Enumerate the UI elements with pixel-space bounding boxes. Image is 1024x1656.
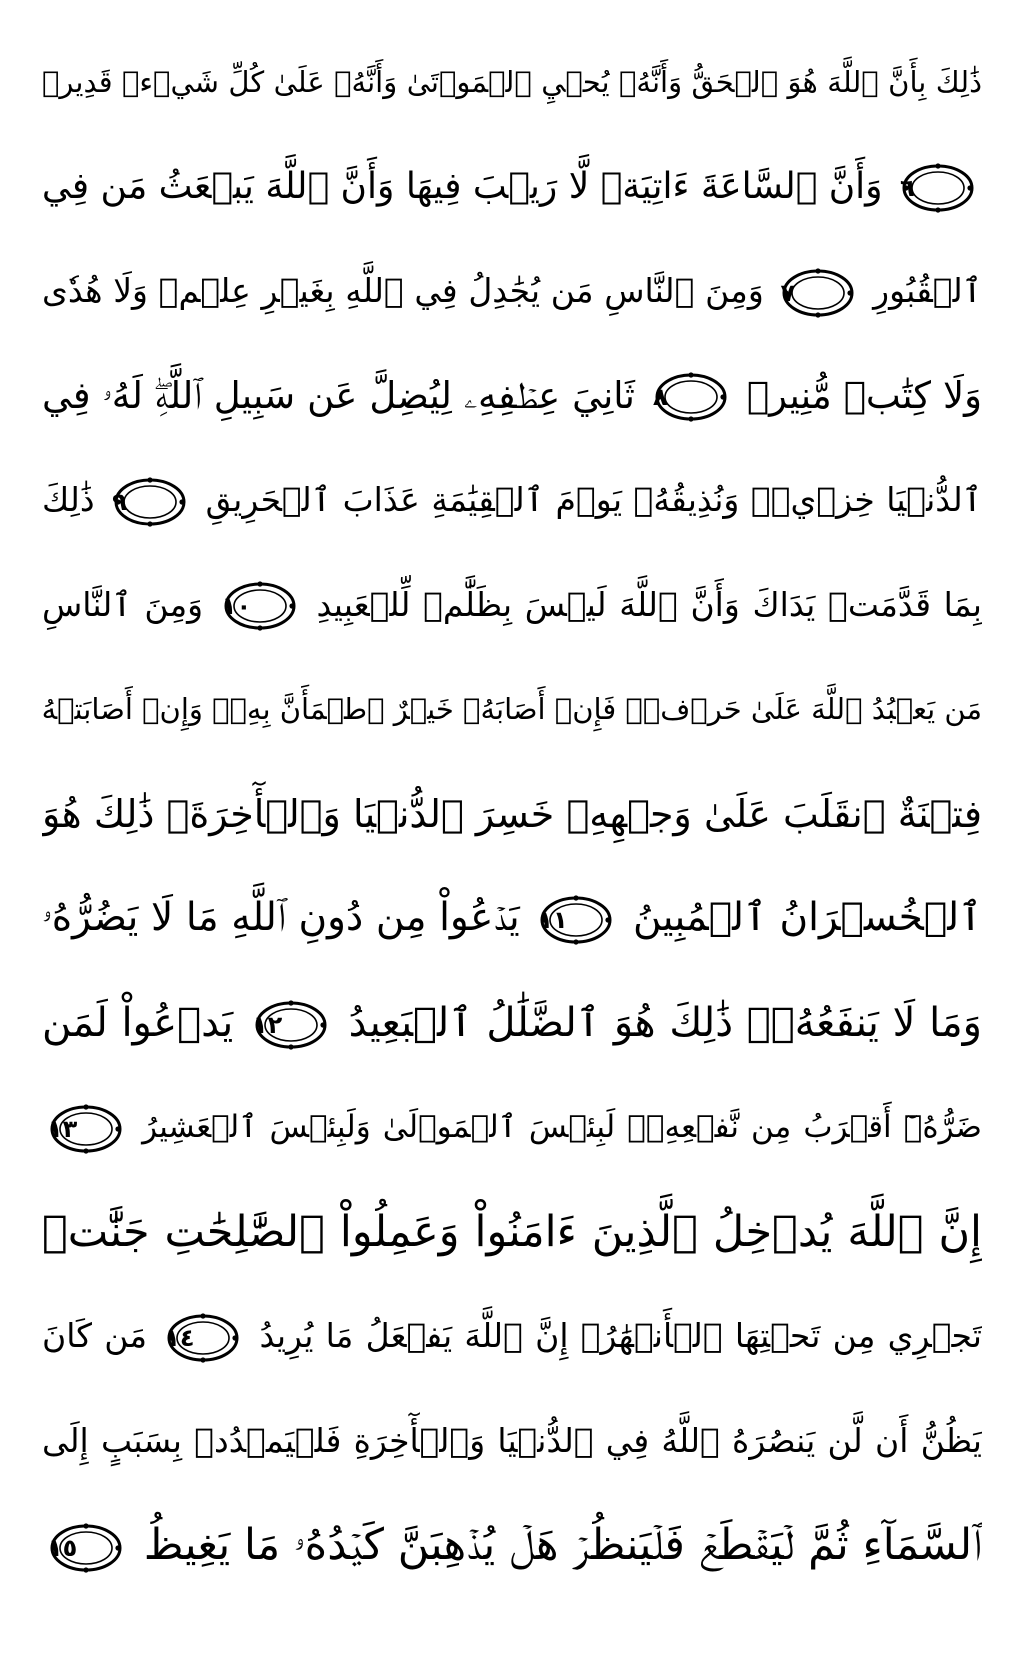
verse-line [42, 868, 982, 968]
verse-number-marker [538, 894, 614, 946]
verse-text: ذَٰلِكَ بِأَنَّ ٱللَّهَ هُوَ ٱلۡحَقُّ وَأَنَّهُۥ يُحۡيِ ٱلۡمَوۡتَىٰ وَأَنَّهُۥ عَلَىٰ كُلِّ شَيۡءٖ قَدِيرٞ [42, 65, 982, 99]
verse-text: يَدۡعُواْ لَمَن [42, 999, 234, 1046]
verse-text: ٱلسَّمَآءِ ثُمَّ لۡيَقۡطَعۡ فَلۡيَنظُرۡ هَلۡ يُذۡهِبَنَّ كَيۡدُهُۥ مَا يَغِيظُ [143, 1520, 982, 1570]
verse-number-marker [900, 162, 976, 214]
verse-text: ٱلۡقُبُورِ [873, 271, 982, 310]
verse-number: ١٢ [252, 1010, 283, 1039]
verse-number: ١٤ [165, 1323, 195, 1352]
verse-text: ضَرُّهُۥٓ أَقۡرَبُ مِن نَّفۡعِهِۦۚ لَبِئۡسَ ٱلۡمَوۡلَىٰ وَلَبِئۡسَ ٱلۡعَشِيرُ [142, 1109, 982, 1145]
verse-text: ذَٰلِكَ [42, 480, 95, 519]
verse-number-marker [48, 1103, 124, 1155]
verse-line [42, 1182, 982, 1282]
verse-number-marker [253, 999, 329, 1051]
verse-line [42, 1286, 982, 1386]
verse-text: يَظُنُّ أَن لَّن يَنصُرَهُ ٱللَّهُ فِي ٱلدُّنۡيَا وَٱلۡأٓخِرَةِ فَلۡيَمۡدُدۡ بِسَبَبٍ إِلَى [42, 1420, 982, 1460]
verse-line [42, 1495, 982, 1595]
verse-text: فِتۡنَةٌ ٱنقَلَبَ عَلَىٰ وَجۡهِهِۦ خَسِرَ ٱلدُّنۡيَا وَٱلۡأٓخِرَةَۚ ذَٰلِكَ هُوَ [42, 791, 982, 836]
verse-text: وَمِنَ ٱلنَّاسِ مَن يُجَٰدِلُ فِي ٱللَّهِ بِغَيۡرِ عِلۡمٖ وَلَا هُدٗى [42, 271, 764, 310]
verse-text: وَأَنَّ ٱلسَّاعَةَ ءَاتِيَةٞ لَّا رَيۡبَ فِيهَا وَأَنَّ ٱللَّهَ يَبۡعَثُ مَن فِي [42, 165, 883, 207]
verse-number: ٧ [780, 278, 796, 307]
verse-line [42, 346, 982, 446]
verse-line [42, 1077, 982, 1177]
verse-number: ٩ [112, 487, 127, 516]
verse-number: ١٣ [48, 1114, 78, 1143]
verse-line [42, 241, 982, 341]
verse-number-marker [48, 1522, 124, 1574]
verse-number-marker [780, 267, 856, 319]
verse-number: ٨ [652, 383, 668, 411]
verse-number-marker [165, 1312, 241, 1364]
verse-text: ٱلدُّنۡيَا خِزۡيٞۖ وَنُذِيقُهُۥ يَوۡمَ ٱلۡقِيَٰمَةِ عَذَابَ ٱلۡحَرِيقِ [205, 480, 982, 519]
verse-text: مَن يَعۡبُدُ ٱللَّهَ عَلَىٰ حَرۡفٖۖ فَإِنۡ أَصَابَهُۥ خَيۡرٌ ٱطۡمَأَنَّ بِهِۦۖ وَإِنۡ أَصَابَتۡهُ [42, 692, 982, 726]
verse-number-marker [112, 476, 188, 528]
verse-number-marker [222, 580, 298, 632]
verse-number: ١١ [538, 905, 568, 934]
verse-text: تَجۡرِي مِن تَحۡتِهَا ٱلۡأَنۡهَٰرُۚ إِنَّ ٱللَّهَ يَفۡعَلُ مَا يُرِيدُ [259, 1316, 982, 1355]
verse-text: وَمَا لَا يَنفَعُهُۥۚ ذَٰلِكَ هُوَ ٱلضَّلَٰلُ ٱلۡبَعِيدُ [348, 999, 982, 1046]
verse-number-marker [653, 371, 729, 423]
verse-line [42, 32, 982, 132]
verse-line [42, 973, 982, 1073]
verse-line [42, 137, 982, 237]
verse-text: ٱلۡخُسۡرَانُ ٱلۡمُبِينُ [632, 895, 982, 940]
verse-line [42, 659, 982, 759]
verse-line [42, 450, 982, 550]
verse-number: ١٥ [48, 1533, 78, 1562]
verse-text: بِمَا قَدَّمَتۡ يَدَاكَ وَأَنَّ ٱللَّهَ لَيۡسَ بِظَلَّٰمٖ لِّلۡعَبِيدِ [316, 584, 982, 624]
verse-line [42, 1391, 982, 1491]
verse-number: ٦ [900, 173, 915, 202]
verse-text: مَن كَانَ [42, 1316, 148, 1355]
verse-text: إِنَّ ٱللَّهَ يُدۡخِلُ ٱلَّذِينَ ءَامَنُواْ وَعَمِلُواْ ٱلصَّٰلِحَٰتِ جَنَّٰتٖ [42, 1206, 982, 1257]
verse-line [42, 555, 982, 655]
verse-text: ثَانِيَ عِطۡفِهِۦ لِيُضِلَّ عَن سَبِيلِ ٱللَّهِۖ لَهُۥ فِي [42, 373, 635, 417]
verse-line [42, 764, 982, 864]
verse-number: ١٠ [221, 592, 252, 620]
verse-text: وَمِنَ ٱلنَّاسِ [42, 584, 204, 624]
verse-text: وَلَا كِتَٰبٖ مُّنِيرٖ [746, 373, 982, 417]
verse-text: يَدۡعُواْ مِن دُونِ ٱللَّهِ مَا لَا يَضُرُّهُۥ [42, 895, 520, 940]
